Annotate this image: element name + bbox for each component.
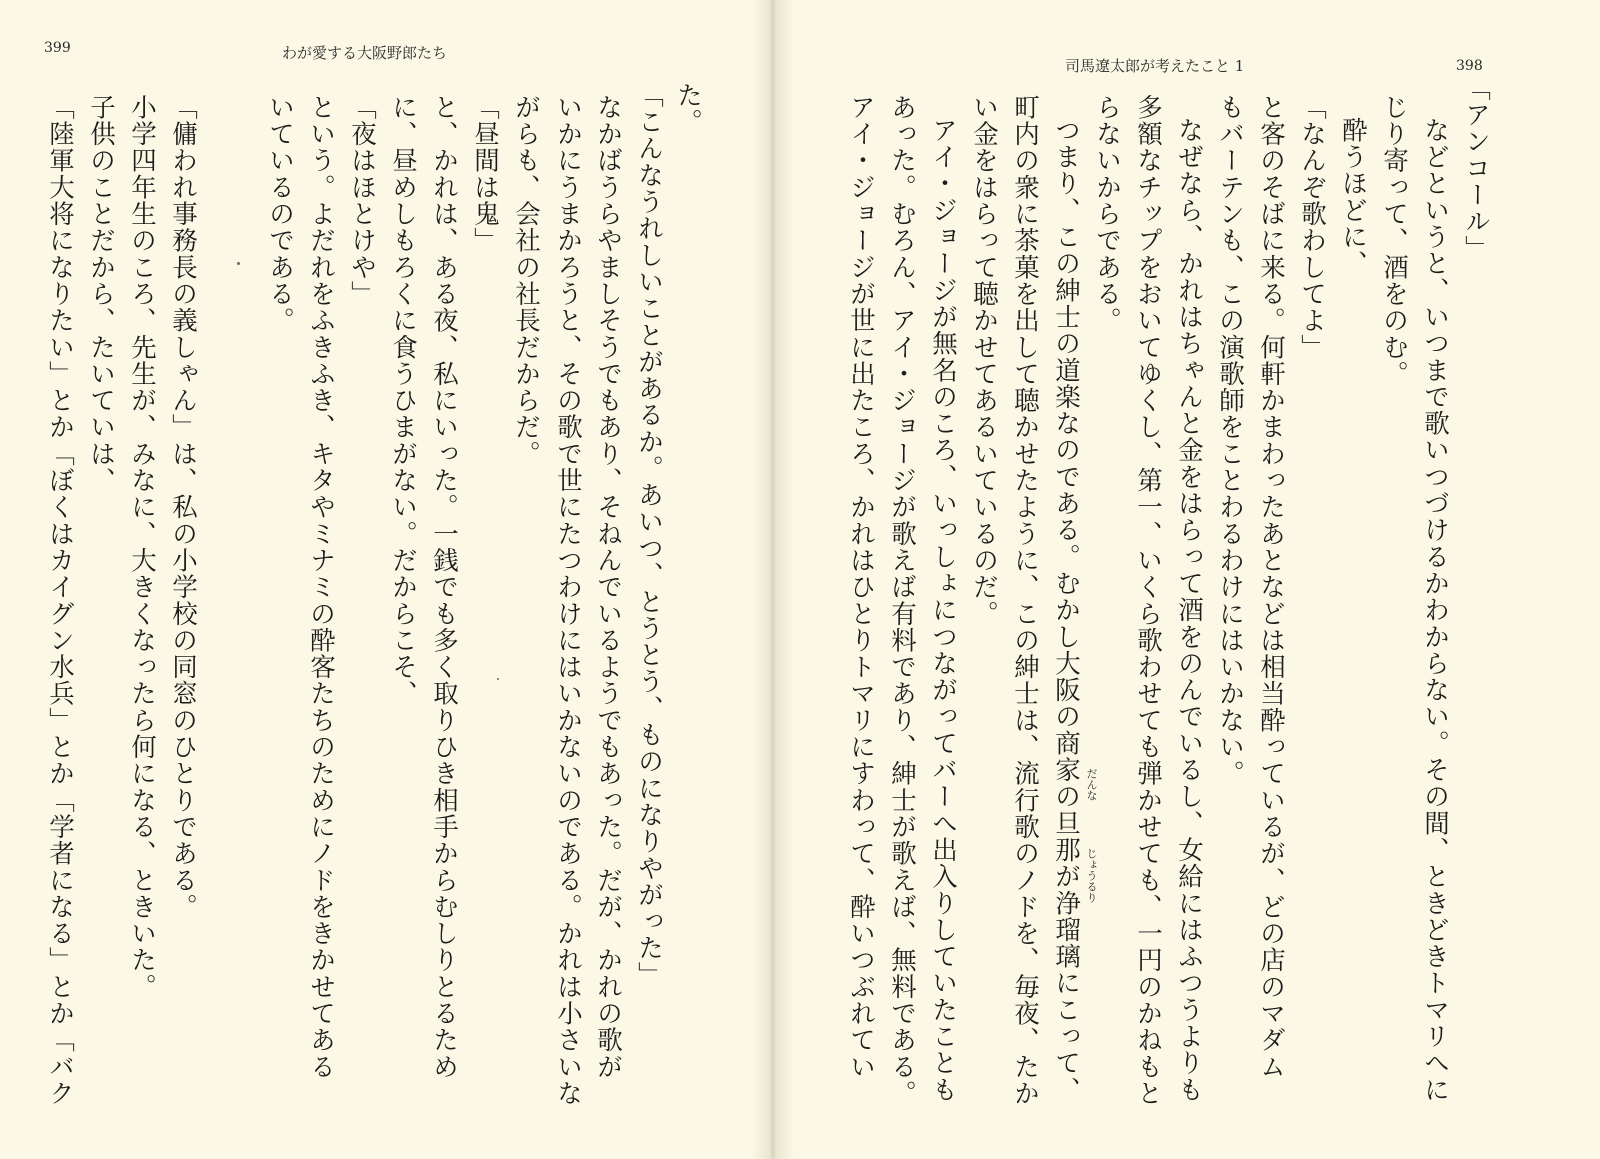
left-line-12: 「傭われ事務長の義しゃん」は、私の小学校の同窓のひとりである。 bbox=[168, 94, 198, 921]
left-page-number: 399 bbox=[44, 40, 71, 56]
left-line-5: がらも、会社の社長だからだ。 bbox=[511, 94, 541, 468]
right-line-10: らないからである。 bbox=[1092, 94, 1122, 334]
right-running-head: 司馬遼太郎が考えたこと 1 bbox=[1065, 57, 1245, 75]
left-page bbox=[0, 0, 772, 1159]
left-line-1: た。 bbox=[673, 82, 703, 136]
left-line-8: に、昼めしもろくに食うひまがない。だからこそ、 bbox=[388, 94, 418, 707]
left-line-10: という。よだれをふきふき、キタやミナミの酔客たちのためにノドをきかせてある bbox=[306, 94, 336, 1081]
left-line-14: 子供のことだから、たいていは、 bbox=[86, 94, 116, 494]
paper-speck bbox=[237, 262, 240, 265]
left-line-6: 「昼間は鬼」 bbox=[470, 94, 500, 254]
right-line-5: 「なんぞ歌わしてよ」 bbox=[1297, 94, 1327, 361]
right-line-12: 町内の衆に茶菓を出して聴かせたように、この紳士は、流行歌のノドを、毎夜、たか bbox=[1010, 94, 1040, 1107]
right-line-14: アイ・ジョージが無名のころ、いっしょにつながってバーへ出入りしていたことも bbox=[928, 117, 958, 1104]
right-line-7: もバーテンも、この演歌師をことわるわけにはいかない。 bbox=[1215, 94, 1245, 787]
left-line-13: 小学四年生のころ、先生が、みなに、大きくなったら何になる、ときいた。 bbox=[127, 94, 157, 1001]
left-line-4: いかにうまかろうと、その歌で世にたつわけにはいかないのである。かれは小さいな bbox=[553, 94, 583, 1107]
left-running-head: わが愛する大阪野郎たち bbox=[282, 44, 448, 62]
right-line-8: なぜなら、かれはちゃんと金をはらって酒をのんでいるし、女給にはふつうよりも bbox=[1174, 117, 1204, 1104]
left-line-2: 「こんなうれしいことがあるか。あいつ、とうとう、ものになりやがった」 bbox=[634, 82, 664, 989]
left-line-15: 「陸軍大将になりたい」とか「ぼくはカイグン水兵」とか「学者になる」とか「バク bbox=[45, 94, 75, 1107]
ruby-joruri: じょうるり bbox=[1085, 848, 1098, 903]
right-line-3: じり寄って、酒をのむ。 bbox=[1379, 94, 1409, 388]
right-line-16: アイ・ジョージが世に出たころ、かれはひとりトマリにすわって、酔いつぶれてい bbox=[846, 94, 876, 1081]
right-page bbox=[772, 0, 1600, 1159]
right-line-4: 酔うほどに、 bbox=[1338, 117, 1368, 277]
ruby-danna: だんな bbox=[1085, 768, 1098, 801]
left-line-3: なかばうらやましそうでもあり、そねんでいるようでもあった。だが、かれの歌が bbox=[593, 94, 623, 1081]
right-line-2: などというと、いつまで歌いつづけるかわからない。その間、ときどきトマリへに bbox=[1420, 117, 1450, 1104]
paper-speck bbox=[497, 678, 499, 680]
right-page-number: 398 bbox=[1456, 58, 1483, 74]
right-line-1: 「アンコール」 bbox=[1461, 75, 1491, 262]
right-line-15: あった。むろん、アイ・ジョージが歌えば有料であり、紳士が歌えば、無料である。 bbox=[887, 94, 917, 1107]
right-line-6: と客のそばに来る。何軒かまわったあとなどは相当酔っているが、どの店のマダム bbox=[1256, 94, 1286, 1081]
left-line-11: いているのである。 bbox=[265, 94, 295, 334]
right-line-11: つまり、この紳士の道楽なのである。むかし大阪の商家の旦那が浄瑠璃にこって、 bbox=[1051, 117, 1081, 1104]
left-line-7: と、かれは、ある夜、私にいった。一銭でも多く取りひき相手からむしりとるため bbox=[429, 94, 459, 1081]
left-line-9: 「夜はほとけや」 bbox=[347, 94, 377, 308]
right-line-13: い金をはらって聴かせてあるいているのだ。 bbox=[969, 94, 999, 627]
right-line-9: 多額なチップをおいてゆくし、第一、いくら歌わせても弾かせても、一円のかねもと bbox=[1133, 94, 1163, 1107]
